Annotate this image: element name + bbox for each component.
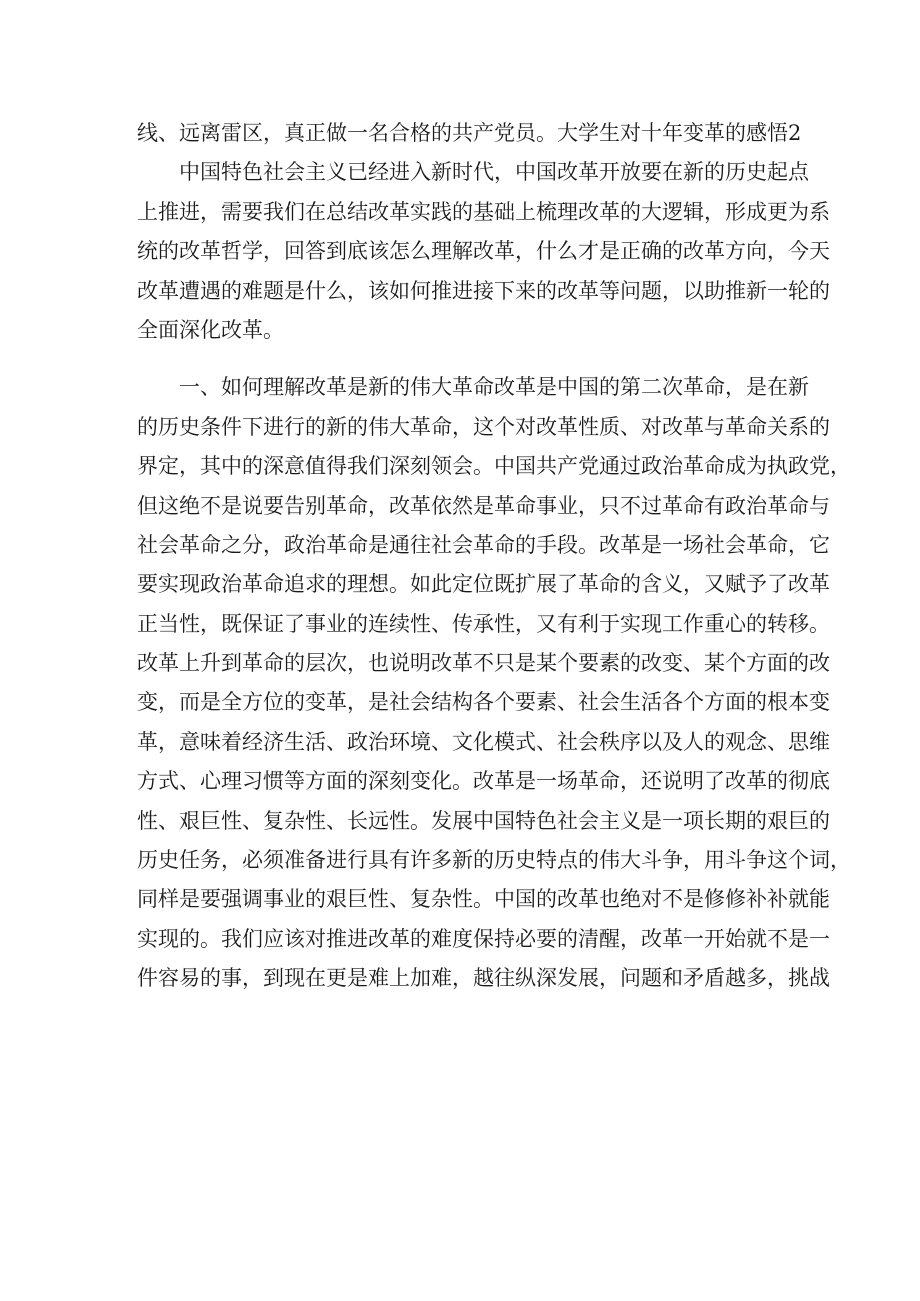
text-line: 革，意味着经济生活、政治环境、文化模式、社会秩序以及人的观念、思维 — [137, 729, 830, 754]
paragraph-gap — [137, 350, 797, 368]
document-body — [137, 114, 851, 999]
text-line: 要实现政治革命追求的理想。如此定位既扩展了革命的含义，又赋予了改革 — [137, 572, 830, 597]
text-line: 上推进，需要我们在总结改革实践的基础上梳理改革的大逻辑，形成更为系 — [137, 199, 830, 224]
text-line: 性、艰巨性、复杂性、长远性。发展中国特色社会主义是一项长期的艰巨的 — [137, 808, 830, 833]
text-line: 历史任务，必须准备进行具有许多新的历史特点的伟大斗争，用斗争这个词， — [137, 848, 851, 873]
text-line: 件容易的事，到现在更是难上加难，越往纵深发展，问题和矛盾越多，挑战 — [137, 966, 830, 991]
paragraph-last-line: 全面深化改革。 — [137, 317, 284, 342]
text-line: 社会革命之分，政治革命是通往社会革命的手段。改革是一场社会革命，它 — [137, 532, 830, 557]
text-line: 改革上升到革命的层次，也说明改革不只是某个要素的改变、某个方面的改 — [137, 651, 830, 676]
paragraph-first-line: 一、如何理解改革是新的伟大革命改革是中国的第二次革命，是在新 — [179, 375, 809, 400]
text-line: 方式、心理习惯等方面的深刻变化。改革是一场革命，还说明了改革的彻底 — [137, 769, 830, 794]
text-line: 的历史条件下进行的新的伟大革命，这个对改革性质、对改革与革命关系的 — [137, 414, 830, 439]
text-line: 但这绝不是说要告别革命，改革依然是革命事业，只不过革命有政治革命与 — [137, 493, 830, 518]
text-line: 线、远离雷区，真正做一名合格的共产党员。大学生对十年变革的感悟2 — [137, 121, 802, 145]
text-line: 同样是要强调事业的艰巨性、复杂性。中国的改革也绝对不是修修补补就能 — [137, 887, 830, 912]
text-line: 变，而是全方位的变革，是社会结构各个要素、社会生活各个方面的根本变 — [137, 690, 830, 715]
text-line: 改革遭遇的难题是什么，该如何推进接下来的改革等问题，以助推新一轮的 — [137, 278, 830, 303]
text-line: 实现的。我们应该对推进改革的难度保持必要的清醒，改革一开始就不是一 — [137, 926, 830, 951]
text-line: 正当性，既保证了事业的连续性、传承性，又有利于实现工作重心的转移。 — [137, 611, 830, 636]
text-line: 界定，其中的深意值得我们深刻领会。中国共产党通过政治革命成为执政党， — [137, 454, 851, 479]
paragraph-first-line: 中国特色社会主义已经进入新时代，中国改革开放要在新的历史起点 — [179, 160, 809, 185]
text-line: 统的改革哲学，回答到底该怎么理解改革，什么才是正确的改革方向，今天 — [137, 239, 830, 264]
